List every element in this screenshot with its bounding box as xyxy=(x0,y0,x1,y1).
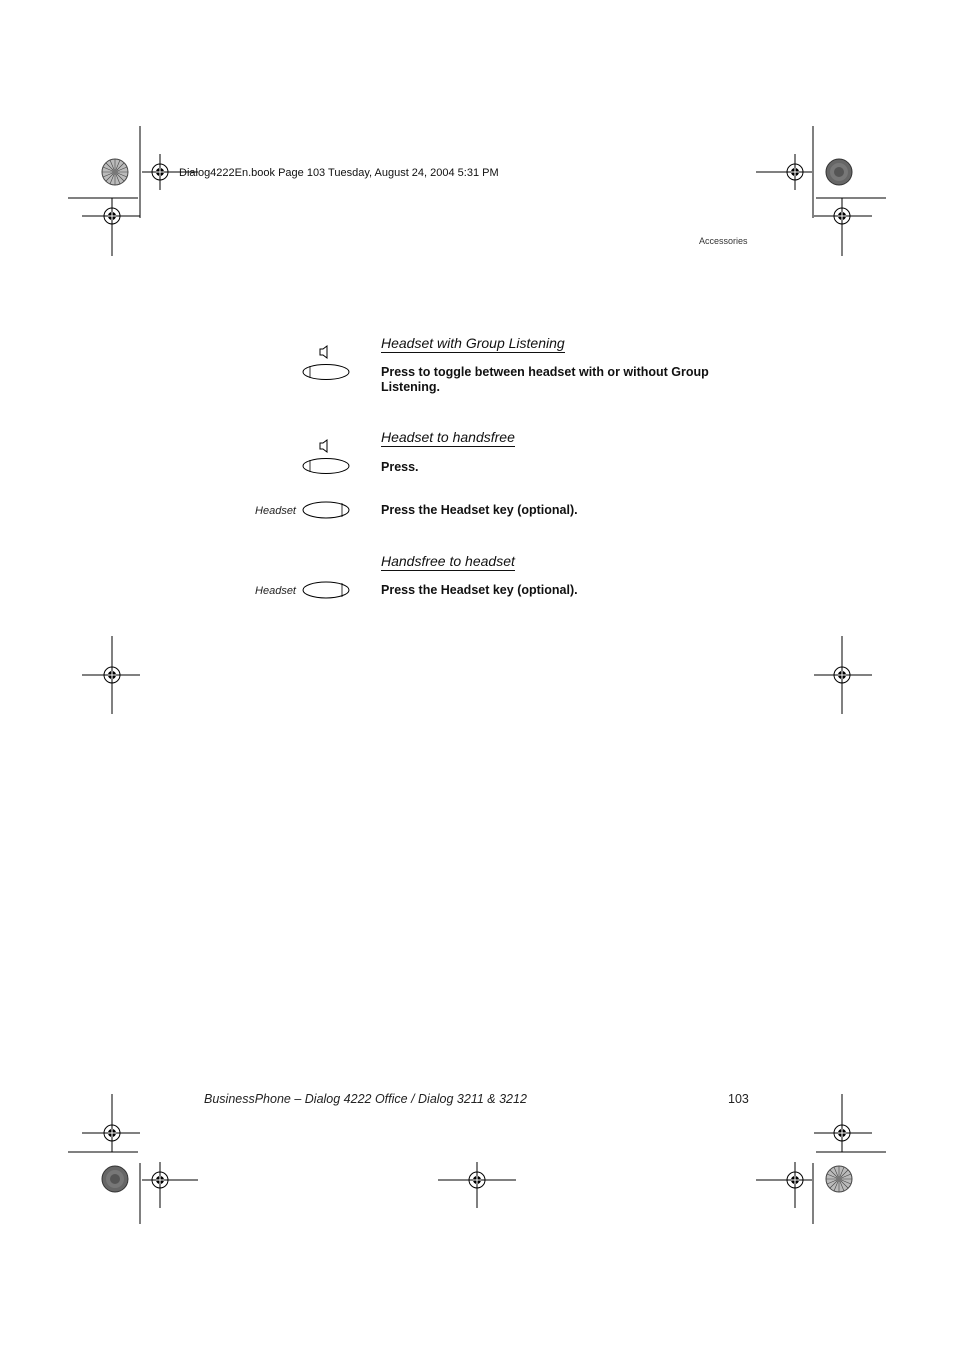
print-header: Dialog4222En.book Page 103 Tuesday, August 24, 2004 5:31 PM xyxy=(179,167,499,179)
speaker-key-icon[interactable] xyxy=(300,438,352,476)
instruction-text: Press to toggle between headset with or without Group Listening. xyxy=(381,365,709,394)
headset-key-label: Headset xyxy=(255,585,296,597)
instruction-text: Press the Headset key (optional). xyxy=(381,503,578,517)
registration-sunburst-icon xyxy=(826,1166,852,1192)
headset-key-label: Headset xyxy=(255,505,296,517)
registration-sunburst-icon xyxy=(102,159,128,185)
registration-sunburst-icon xyxy=(826,159,852,185)
registration-sunburst-icon xyxy=(102,1166,128,1192)
section-title-headset-to-handsfree: Headset to handsfree xyxy=(381,429,515,445)
page-number: 103 xyxy=(728,1092,749,1106)
section-header: Accessories xyxy=(699,236,748,246)
speaker-key-icon[interactable] xyxy=(300,344,352,382)
section-title-group-listening: Headset with Group Listening xyxy=(381,335,565,351)
headset-key-icon[interactable] xyxy=(300,580,352,600)
headset-key-icon[interactable] xyxy=(300,500,352,520)
instruction-text: Press the Headset key (optional). xyxy=(381,583,578,597)
section-title-handsfree-to-headset: Handsfree to headset xyxy=(381,553,515,569)
footer-title: BusinessPhone – Dialog 4222 Office / Dialog 3211 & 3212 xyxy=(204,1092,527,1106)
instruction-text: Press. xyxy=(381,460,419,474)
